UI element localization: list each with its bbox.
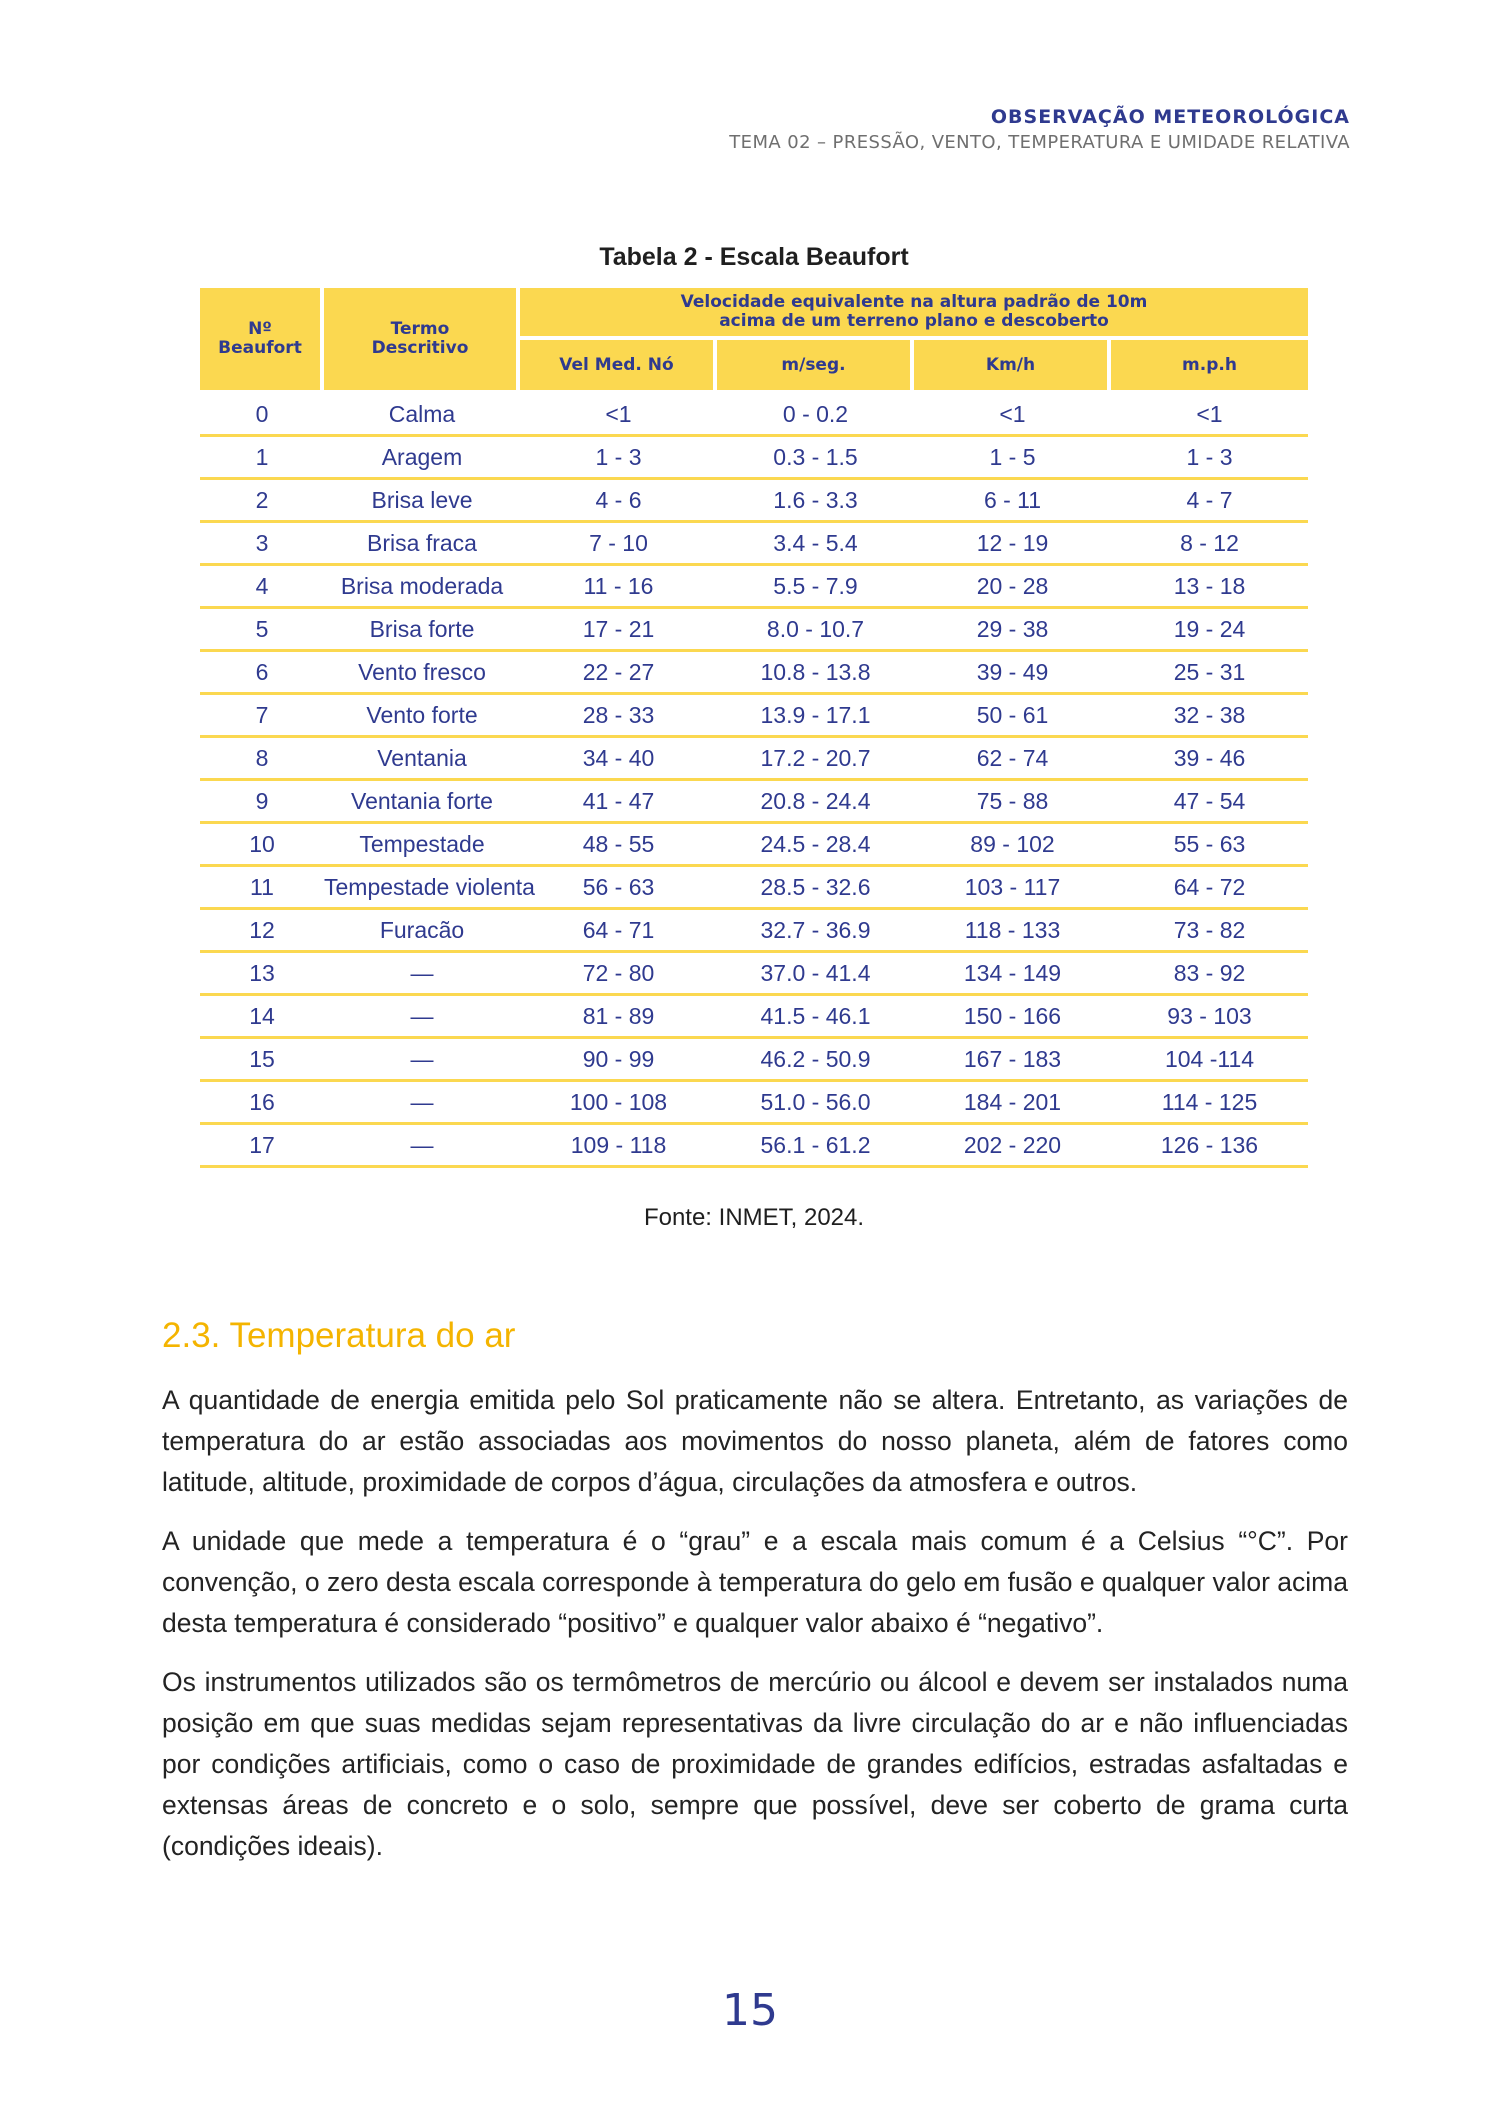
cell-ms: 24.5 - 28.4 xyxy=(717,824,914,867)
cell-knots: 81 - 89 xyxy=(520,996,717,1039)
cell-ms: 3.4 - 5.4 xyxy=(717,523,914,566)
cell-descriptive-term: Ventania xyxy=(324,738,520,781)
cell-descriptive-term: Calma xyxy=(324,394,520,437)
cell-descriptive-term: Tempestade xyxy=(324,824,520,867)
paragraph: Os instrumentos utilizados são os termômetros de mercúrio ou álcool e devem ser instalados numa posição em que suas medidas sejam representativas da livre circulação do ar e não influenciadas por condições artificiais, como o caso de proximidade de grandes edifícios, estradas asfaltadas e extensas áreas de concreto e o solo, sempre que possível, deve ser coberto de grama curta (condições ideais). xyxy=(162,1667,1348,1861)
cell-kmh: 184 - 201 xyxy=(914,1082,1111,1125)
cell-knots: 56 - 63 xyxy=(520,867,717,910)
table-source: Fonte: INMET, 2024. xyxy=(643,1204,865,1231)
table-row xyxy=(200,437,1308,480)
table-caption: Tabela 2 - Escala Beaufort xyxy=(599,243,909,271)
cell-beaufort-number: 1 xyxy=(200,437,324,480)
cell-mph: <1 xyxy=(1111,394,1308,437)
cell-ms: 46.2 - 50.9 xyxy=(717,1039,914,1082)
table-row xyxy=(200,996,1308,1039)
cell-mph: 13 - 18 xyxy=(1111,566,1308,609)
cell-kmh: 62 - 74 xyxy=(914,738,1111,781)
cell-knots: 100 - 108 xyxy=(520,1082,717,1125)
header-ms: m/seg. xyxy=(717,340,914,394)
cell-knots: 28 - 33 xyxy=(520,695,717,738)
cell-mph: 39 - 46 xyxy=(1111,738,1308,781)
cell-knots: 41 - 47 xyxy=(520,781,717,824)
cell-descriptive-term: Brisa moderada xyxy=(324,566,520,609)
cell-beaufort-number: 2 xyxy=(200,480,324,523)
beaufort-table-body xyxy=(200,394,1308,1168)
running-header xyxy=(729,106,1350,153)
cell-knots: 34 - 40 xyxy=(520,738,717,781)
cell-beaufort-number: 12 xyxy=(200,910,324,953)
cell-descriptive-term: Ventania forte xyxy=(324,781,520,824)
cell-mph: 93 - 103 xyxy=(1111,996,1308,1039)
cell-beaufort-number: 16 xyxy=(200,1082,324,1125)
cell-descriptive-term: Brisa fraca xyxy=(324,523,520,566)
table-row xyxy=(200,609,1308,652)
cell-knots: <1 xyxy=(520,394,717,437)
cell-knots: 7 - 10 xyxy=(520,523,717,566)
cell-knots: 4 - 6 xyxy=(520,480,717,523)
cell-knots: 72 - 80 xyxy=(520,953,717,996)
cell-beaufort-number: 17 xyxy=(200,1125,324,1168)
cell-ms: 1.6 - 3.3 xyxy=(717,480,914,523)
cell-mph: 83 - 92 xyxy=(1111,953,1308,996)
cell-descriptive-term: Brisa forte xyxy=(324,609,520,652)
cell-knots: 1 - 3 xyxy=(520,437,717,480)
cell-mph: 114 - 125 xyxy=(1111,1082,1308,1125)
cell-kmh: 50 - 61 xyxy=(914,695,1111,738)
header-knots: Vel Med. Nó xyxy=(520,340,717,394)
cell-mph: 64 - 72 xyxy=(1111,867,1308,910)
page-number: 15 xyxy=(722,1985,778,2036)
cell-kmh: <1 xyxy=(914,394,1111,437)
cell-kmh: 103 - 117 xyxy=(914,867,1111,910)
cell-descriptive-term: Tempestade violenta xyxy=(324,867,520,910)
cell-ms: 28.5 - 32.6 xyxy=(717,867,914,910)
cell-kmh: 150 - 166 xyxy=(914,996,1111,1039)
cell-kmh: 118 - 133 xyxy=(914,910,1111,953)
header-beaufort-number: Nº Beaufort xyxy=(200,288,324,394)
table-row xyxy=(200,1082,1308,1125)
cell-descriptive-term: Brisa leve xyxy=(324,480,520,523)
table-row xyxy=(200,523,1308,566)
cell-kmh: 29 - 38 xyxy=(914,609,1111,652)
header-kmh: Km/h xyxy=(914,340,1111,394)
cell-beaufort-number: 8 xyxy=(200,738,324,781)
table-row xyxy=(200,695,1308,738)
cell-mph: 19 - 24 xyxy=(1111,609,1308,652)
cell-mph: 104 -114 xyxy=(1111,1039,1308,1082)
table-row xyxy=(200,1125,1308,1168)
cell-ms: 17.2 - 20.7 xyxy=(717,738,914,781)
table-row xyxy=(200,824,1308,867)
table-row xyxy=(200,394,1308,437)
cell-ms: 8.0 - 10.7 xyxy=(717,609,914,652)
cell-knots: 11 - 16 xyxy=(520,566,717,609)
cell-ms: 51.0 - 56.0 xyxy=(717,1082,914,1125)
cell-ms: 0.3 - 1.5 xyxy=(717,437,914,480)
cell-mph: 32 - 38 xyxy=(1111,695,1308,738)
cell-beaufort-number: 7 xyxy=(200,695,324,738)
cell-ms: 37.0 - 41.4 xyxy=(717,953,914,996)
cell-kmh: 39 - 49 xyxy=(914,652,1111,695)
cell-descriptive-term: Vento forte xyxy=(324,695,520,738)
cell-ms: 10.8 - 13.8 xyxy=(717,652,914,695)
header-mph: m.p.h xyxy=(1111,340,1308,394)
cell-mph: 25 - 31 xyxy=(1111,652,1308,695)
header-descriptive-term: Termo Descritivo xyxy=(324,288,520,394)
cell-mph: 73 - 82 xyxy=(1111,910,1308,953)
cell-knots: 64 - 71 xyxy=(520,910,717,953)
cell-mph: 55 - 63 xyxy=(1111,824,1308,867)
beaufort-table xyxy=(200,288,1308,1168)
cell-knots: 17 - 21 xyxy=(520,609,717,652)
cell-ms: 5.5 - 7.9 xyxy=(717,566,914,609)
cell-mph: 126 - 136 xyxy=(1111,1125,1308,1168)
header-title: OBSERVAÇÃO METEOROLÓGICA xyxy=(990,106,1350,128)
cell-kmh: 202 - 220 xyxy=(914,1125,1111,1168)
cell-knots: 22 - 27 xyxy=(520,652,717,695)
cell-ms: 20.8 - 24.4 xyxy=(717,781,914,824)
cell-kmh: 134 - 149 xyxy=(914,953,1111,996)
table-row xyxy=(200,738,1308,781)
cell-kmh: 167 - 183 xyxy=(914,1039,1111,1082)
cell-knots: 109 - 118 xyxy=(520,1125,717,1168)
cell-descriptive-term: Vento fresco xyxy=(324,652,520,695)
cell-beaufort-number: 15 xyxy=(200,1039,324,1082)
cell-descriptive-term: — xyxy=(324,953,520,996)
cell-beaufort-number: 3 xyxy=(200,523,324,566)
cell-kmh: 1 - 5 xyxy=(914,437,1111,480)
cell-ms: 0 - 0.2 xyxy=(717,394,914,437)
cell-beaufort-number: 11 xyxy=(200,867,324,910)
table-row xyxy=(200,953,1308,996)
cell-descriptive-term: — xyxy=(324,1082,520,1125)
table-row xyxy=(200,867,1308,910)
cell-ms: 56.1 - 61.2 xyxy=(717,1125,914,1168)
cell-knots: 48 - 55 xyxy=(520,824,717,867)
cell-mph: 8 - 12 xyxy=(1111,523,1308,566)
paragraph: A quantidade de energia emitida pelo Sol praticamente não se altera. Entretanto, as variações de temperatura do ar estão associadas aos movimentos do nosso planeta, além de fatores como latitude, altitude, proximidade de corpos d’água, circulações da atmosfera e outros. xyxy=(162,1385,1348,1497)
header-subtitle: TEMA 02 – PRESSÃO, VENTO, TEMPERATURA E UMIDADE RELATIVA xyxy=(729,132,1350,153)
cell-kmh: 12 - 19 xyxy=(914,523,1111,566)
cell-descriptive-term: — xyxy=(324,1039,520,1082)
table-row xyxy=(200,1039,1308,1082)
cell-mph: 4 - 7 xyxy=(1111,480,1308,523)
cell-beaufort-number: 9 xyxy=(200,781,324,824)
cell-ms: 13.9 - 17.1 xyxy=(717,695,914,738)
cell-descriptive-term: — xyxy=(324,996,520,1039)
cell-knots: 90 - 99 xyxy=(520,1039,717,1082)
cell-beaufort-number: 13 xyxy=(200,953,324,996)
cell-mph: 47 - 54 xyxy=(1111,781,1308,824)
section-title: 2.3. Temperatura do ar xyxy=(162,1316,516,1355)
cell-kmh: 89 - 102 xyxy=(914,824,1111,867)
cell-ms: 32.7 - 36.9 xyxy=(717,910,914,953)
cell-descriptive-term: — xyxy=(324,1125,520,1168)
table-row xyxy=(200,652,1308,695)
cell-beaufort-number: 4 xyxy=(200,566,324,609)
cell-descriptive-term: Furacão xyxy=(324,910,520,953)
cell-beaufort-number: 14 xyxy=(200,996,324,1039)
table-row xyxy=(200,566,1308,609)
cell-kmh: 6 - 11 xyxy=(914,480,1111,523)
cell-kmh: 20 - 28 xyxy=(914,566,1111,609)
cell-kmh: 75 - 88 xyxy=(914,781,1111,824)
cell-ms: 41.5 - 46.1 xyxy=(717,996,914,1039)
cell-beaufort-number: 0 xyxy=(200,394,324,437)
cell-beaufort-number: 5 xyxy=(200,609,324,652)
cell-mph: 1 - 3 xyxy=(1111,437,1308,480)
cell-beaufort-number: 6 xyxy=(200,652,324,695)
table-row xyxy=(200,480,1308,523)
header-speed-group: Velocidade equivalente na altura padrão de 10m acima de um terreno plano e descoberto xyxy=(520,288,1308,340)
cell-beaufort-number: 10 xyxy=(200,824,324,867)
table-row xyxy=(200,781,1308,824)
section-body xyxy=(162,1380,1348,1885)
cell-descriptive-term: Aragem xyxy=(324,437,520,480)
paragraph: A unidade que mede a temperatura é o “grau” e a escala mais comum é a Celsius “°C”. Por convenção, o zero desta escala corresponde à temperatura do gelo em fusão e qualquer valor acima desta temperatura é considerado “positivo” e qualquer valor abaixo é “negativo”. xyxy=(162,1526,1348,1638)
table-row xyxy=(200,910,1308,953)
